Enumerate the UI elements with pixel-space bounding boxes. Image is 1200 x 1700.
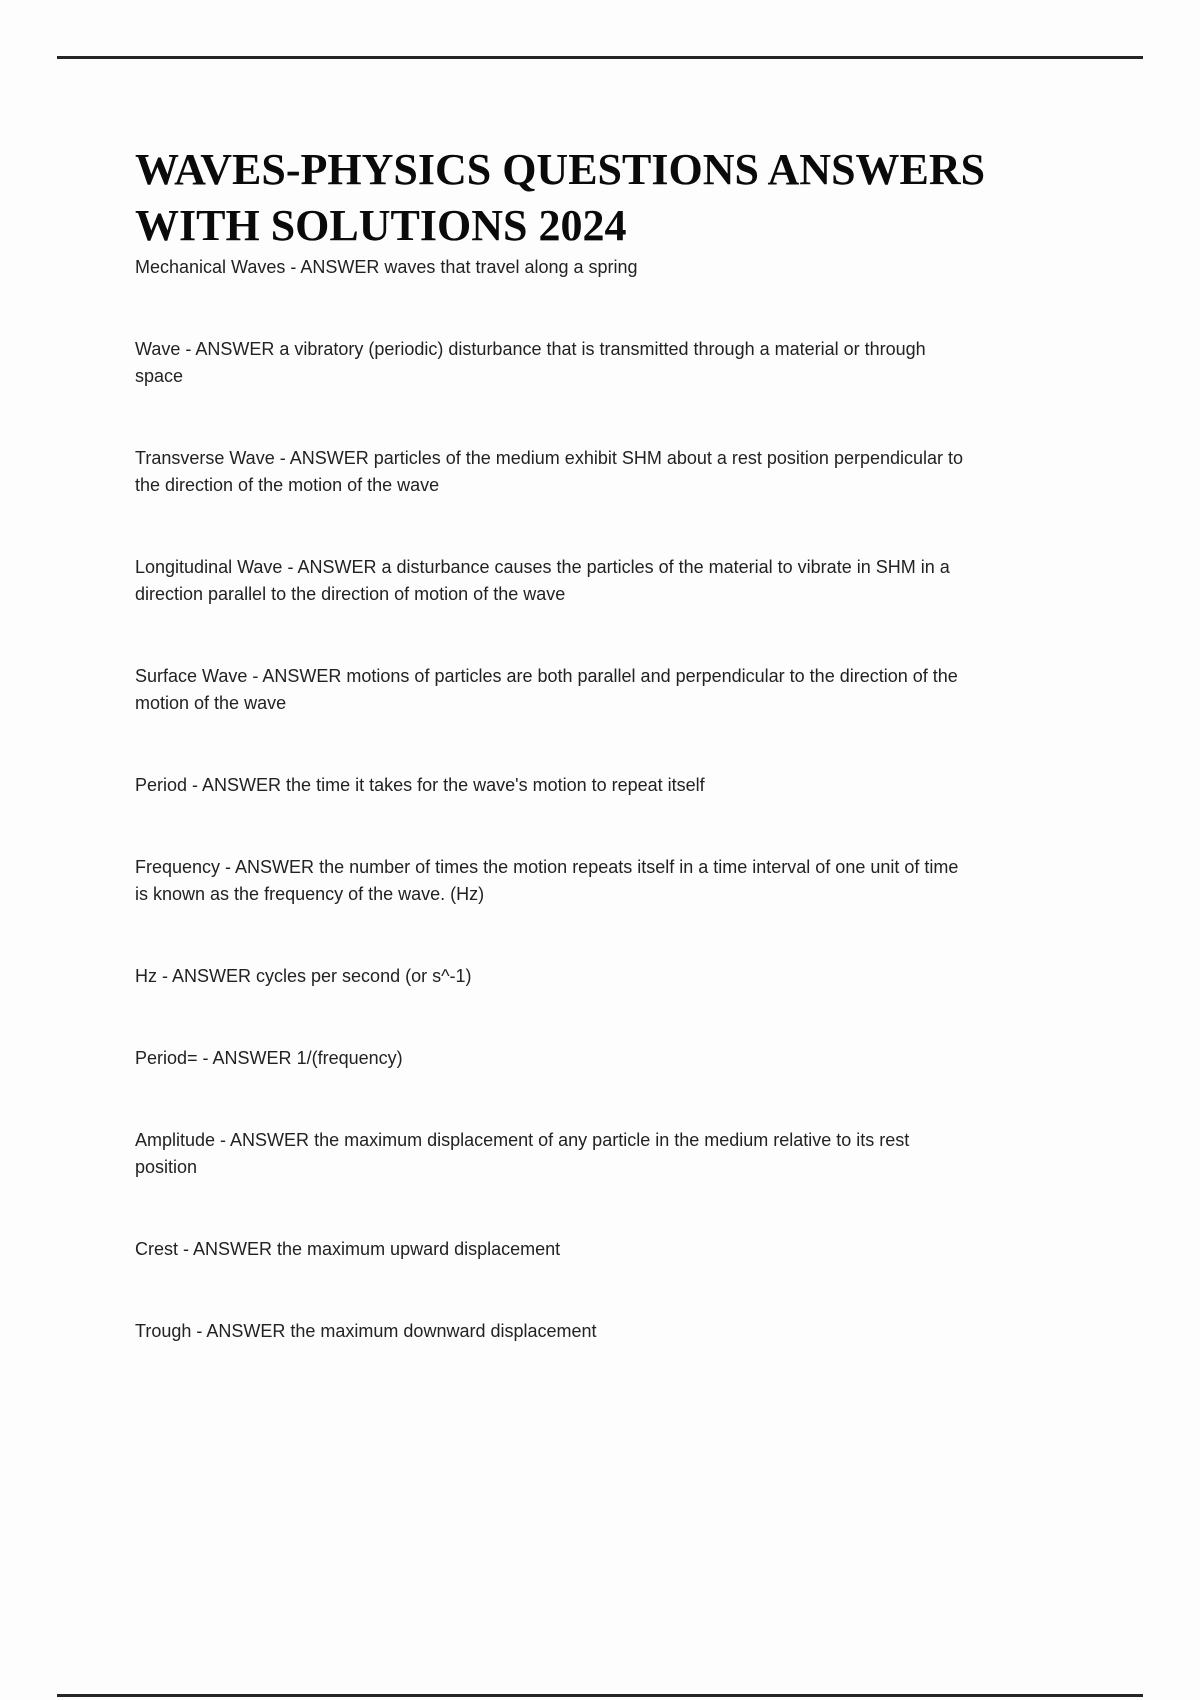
qa-term: Amplitude xyxy=(135,1130,216,1150)
qa-term: Surface Wave xyxy=(135,666,248,686)
qa-answer-separator: - ANSWER xyxy=(220,857,320,877)
qa-definition: particles of the medium exhibit SHM about a rest position perpendicular to the direction of the motion of the wave xyxy=(135,448,969,495)
qa-definition: a vibratory (periodic) disturbance that is transmitted through a material or through space xyxy=(135,339,931,386)
qa-item-hz xyxy=(135,963,973,990)
qa-item-frequency xyxy=(135,854,973,908)
qa-answer-separator: - ANSWER xyxy=(197,1048,297,1068)
page-title: WAVES-PHYSICS QUESTIONS ANSWERS WITH SOLUTIONS 2024 xyxy=(135,145,986,250)
qa-definition: cycles per second (or s^-1) xyxy=(256,966,472,986)
top-divider xyxy=(57,56,1143,59)
qa-definition: the time it takes for the wave's motion to repeat itself xyxy=(286,775,705,795)
qa-term: Transverse Wave xyxy=(135,448,275,468)
qa-term: Period= xyxy=(135,1048,198,1068)
qa-definition: waves that travel along a spring xyxy=(384,257,638,277)
qa-term: Wave xyxy=(135,339,181,359)
qa-answer-separator: - ANSWER xyxy=(274,448,374,468)
qa-item-transverse-wave xyxy=(135,445,973,499)
qa-definition: 1/(frequency) xyxy=(296,1048,403,1068)
qa-item-longitudinal-wave xyxy=(135,554,973,608)
qa-definition: the maximum downward displacement xyxy=(290,1321,597,1341)
qa-definition: the maximum displacement of any particle in the medium relative to its rest position xyxy=(135,1130,915,1177)
qa-term: Mechanical Waves xyxy=(135,257,286,277)
qa-term: Longitudinal Wave xyxy=(135,557,283,577)
qa-answer-separator: - ANSWER xyxy=(191,1321,291,1341)
qa-term: Frequency xyxy=(135,857,221,877)
qa-answer-separator: - ANSWER xyxy=(157,966,257,986)
qa-definition: motions of particles are both parallel and perpendicular to the direction of the motion of the wave xyxy=(135,666,963,713)
qa-item-amplitude xyxy=(135,1127,973,1181)
bottom-divider xyxy=(57,1694,1143,1697)
qa-answer-separator: - ANSWER xyxy=(282,557,382,577)
qa-answer-separator: - ANSWER xyxy=(180,339,280,359)
qa-definition: a disturbance causes the particles of the material to vibrate in SHM in a direction parallel to the direction of motion of the wave xyxy=(135,557,955,604)
qa-term: Hz xyxy=(135,966,157,986)
document-content xyxy=(135,142,1095,1345)
qa-term: Trough xyxy=(135,1321,192,1341)
qa-item-mechanical-waves xyxy=(135,254,973,281)
qa-definition: the maximum upward displacement xyxy=(277,1239,561,1259)
qa-term: Crest xyxy=(135,1239,179,1259)
qa-item-crest xyxy=(135,1236,973,1263)
qa-definition: the number of times the motion repeats itself in a time interval of one unit of time is known as the frequency of the wave. (Hz) xyxy=(135,857,964,904)
qa-list xyxy=(135,254,1095,1345)
qa-answer-separator: - ANSWER xyxy=(187,775,287,795)
qa-item-surface-wave xyxy=(135,663,973,717)
qa-item-wave xyxy=(135,336,973,390)
qa-item-period-formula xyxy=(135,1045,973,1072)
qa-answer-separator: - ANSWER xyxy=(215,1130,315,1150)
qa-answer-separator: - ANSWER xyxy=(178,1239,278,1259)
qa-answer-separator: - ANSWER xyxy=(247,666,347,686)
qa-item-trough xyxy=(135,1318,973,1345)
qa-answer-separator: - ANSWER xyxy=(285,257,385,277)
qa-item-period xyxy=(135,772,973,799)
qa-term: Period xyxy=(135,775,188,795)
